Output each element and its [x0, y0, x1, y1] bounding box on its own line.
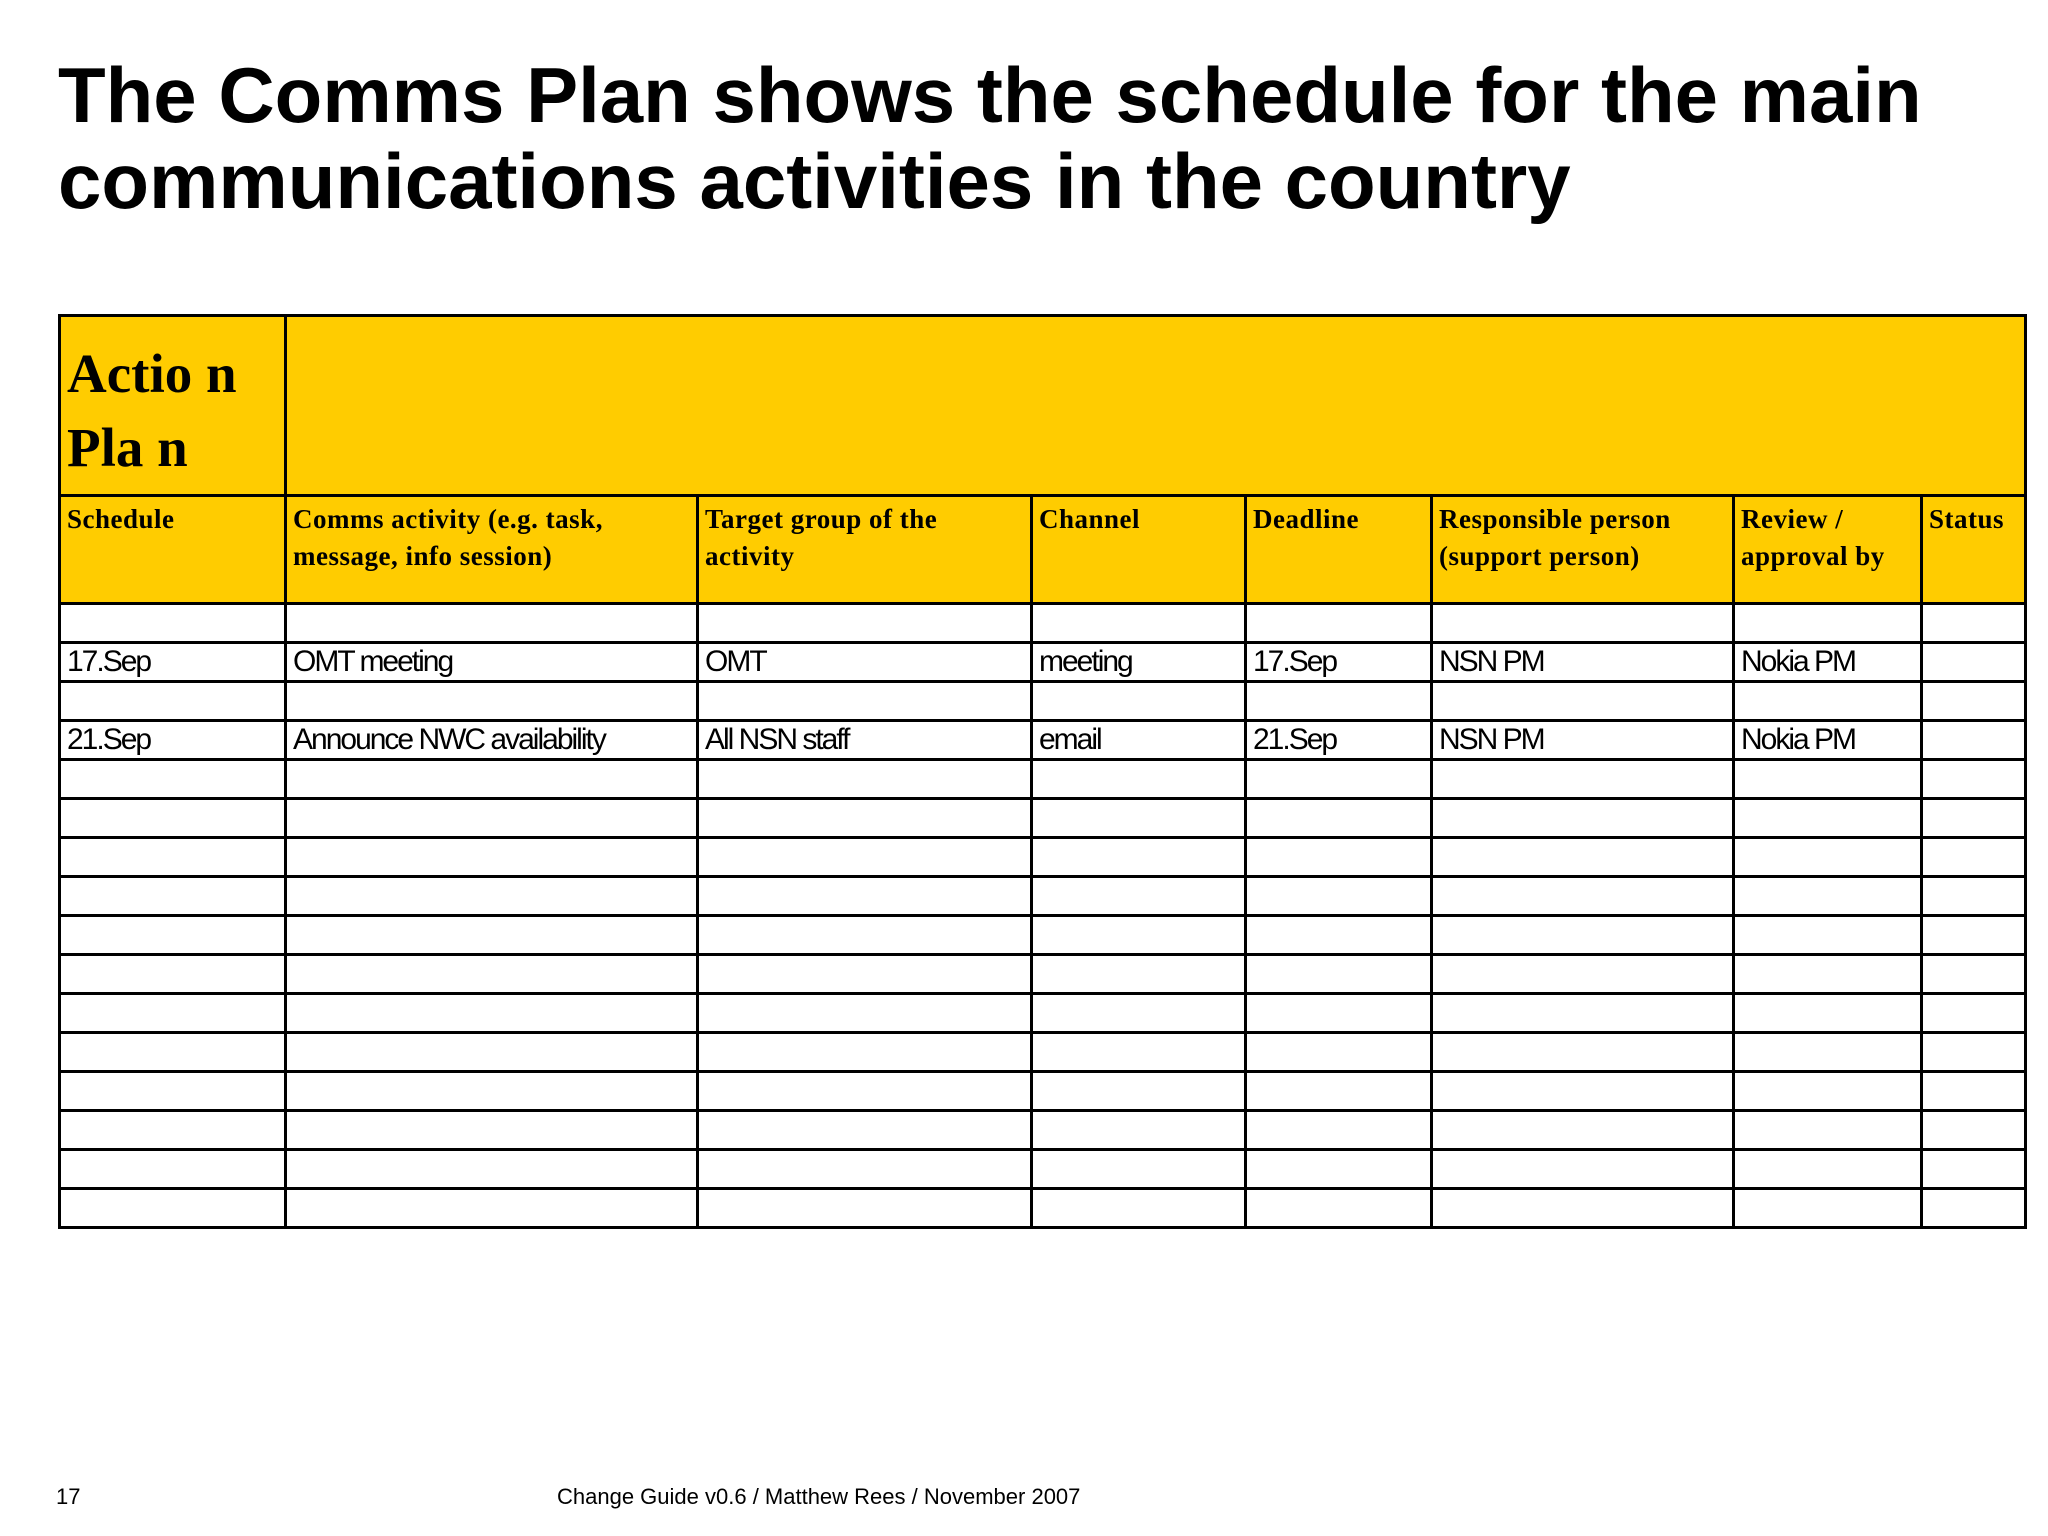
cell-review-approval	[1734, 1189, 1922, 1228]
cell-schedule	[60, 838, 286, 877]
footer-text: Change Guide v0.6 / Matthew Rees / November 2007	[557, 1484, 1081, 1509]
table-row	[60, 1033, 2026, 1072]
cell-schedule	[60, 682, 286, 721]
header-deadline: Deadline	[1246, 496, 1432, 604]
cell-responsible-person	[1432, 1072, 1734, 1111]
cell-target-group	[698, 1111, 1032, 1150]
cell-deadline	[1246, 955, 1432, 994]
cell-deadline	[1246, 604, 1432, 643]
cell-deadline	[1246, 877, 1432, 916]
slide-title: The Comms Plan shows the schedule for the main communications activities in the country	[58, 51, 1922, 225]
cell-responsible-person	[1432, 760, 1734, 799]
cell-review-approval	[1734, 760, 1922, 799]
cell-channel	[1032, 838, 1246, 877]
cell-channel	[1032, 955, 1246, 994]
cell-responsible-person	[1432, 1189, 1734, 1228]
cell-review-approval	[1734, 838, 1922, 877]
cell-review-approval: Nokia PM	[1734, 721, 1922, 760]
table-row	[60, 1072, 2026, 1111]
table-row	[60, 916, 2026, 955]
table-row	[60, 643, 2026, 682]
page-number: 17	[56, 1484, 81, 1509]
cell-target-group	[698, 955, 1032, 994]
cell-review-approval	[1734, 1033, 1922, 1072]
header-schedule: Schedule	[60, 496, 286, 604]
cell-schedule	[60, 760, 286, 799]
cell-channel: email	[1032, 721, 1246, 760]
table-row	[60, 1111, 2026, 1150]
cell-deadline	[1246, 838, 1432, 877]
cell-comms-activity	[286, 682, 698, 721]
cell-responsible-person: NSN PM	[1432, 721, 1734, 760]
cell-status	[1922, 682, 2026, 721]
cell-comms-activity	[286, 838, 698, 877]
cell-target-group	[698, 799, 1032, 838]
banner-fill	[286, 316, 2026, 496]
table-row	[60, 604, 2026, 643]
cell-channel	[1032, 799, 1246, 838]
cell-status	[1922, 955, 2026, 994]
table-row	[60, 721, 2026, 760]
cell-responsible-person	[1432, 799, 1734, 838]
table-row	[60, 994, 2026, 1033]
cell-responsible-person	[1432, 994, 1734, 1033]
table-row	[60, 1189, 2026, 1228]
cell-schedule	[60, 1150, 286, 1189]
cell-deadline	[1246, 1072, 1432, 1111]
cell-target-group	[698, 604, 1032, 643]
cell-deadline	[1246, 1033, 1432, 1072]
cell-status	[1922, 721, 2026, 760]
cell-review-approval	[1734, 1111, 1922, 1150]
cell-comms-activity	[286, 604, 698, 643]
cell-review-approval	[1734, 682, 1922, 721]
cell-channel	[1032, 604, 1246, 643]
header-comms-activity: Comms activity (e.g. task, message, info session)	[286, 496, 698, 604]
cell-status	[1922, 1150, 2026, 1189]
cell-comms-activity	[286, 1189, 698, 1228]
cell-responsible-person	[1432, 1150, 1734, 1189]
cell-schedule	[60, 1189, 286, 1228]
cell-schedule	[60, 1111, 286, 1150]
cell-comms-activity	[286, 1111, 698, 1150]
cell-status	[1922, 916, 2026, 955]
cell-channel	[1032, 1033, 1246, 1072]
cell-target-group	[698, 994, 1032, 1033]
cell-comms-activity	[286, 799, 698, 838]
cell-target-group	[698, 1189, 1032, 1228]
cell-review-approval	[1734, 916, 1922, 955]
cell-review-approval	[1734, 1150, 1922, 1189]
cell-comms-activity	[286, 877, 698, 916]
cell-comms-activity	[286, 994, 698, 1033]
table-row	[60, 838, 2026, 877]
cell-deadline: 17.Sep	[1246, 643, 1432, 682]
cell-channel: meeting	[1032, 643, 1246, 682]
cell-schedule: 21.Sep	[60, 721, 286, 760]
cell-responsible-person	[1432, 1111, 1734, 1150]
action-plan-label: Actio n Pla n	[60, 316, 286, 496]
cell-comms-activity: Announce NWC availability	[286, 721, 698, 760]
cell-comms-activity	[286, 916, 698, 955]
action-plan-table	[58, 314, 2027, 1229]
cell-status	[1922, 799, 2026, 838]
cell-responsible-person	[1432, 604, 1734, 643]
cell-target-group	[698, 760, 1032, 799]
cell-review-approval: Nokia PM	[1734, 643, 1922, 682]
cell-comms-activity: OMT meeting	[286, 643, 698, 682]
cell-comms-activity	[286, 1150, 698, 1189]
cell-deadline	[1246, 760, 1432, 799]
cell-schedule	[60, 994, 286, 1033]
cell-responsible-person	[1432, 682, 1734, 721]
cell-target-group	[698, 1150, 1032, 1189]
cell-status	[1922, 838, 2026, 877]
cell-schedule	[60, 1072, 286, 1111]
cell-responsible-person	[1432, 955, 1734, 994]
header-channel: Channel	[1032, 496, 1246, 604]
cell-deadline	[1246, 1189, 1432, 1228]
cell-channel	[1032, 994, 1246, 1033]
cell-channel	[1032, 1189, 1246, 1228]
column-header-row	[60, 496, 2026, 604]
table-row	[60, 955, 2026, 994]
cell-target-group	[698, 1072, 1032, 1111]
cell-deadline: 21.Sep	[1246, 721, 1432, 760]
banner-row	[60, 316, 2026, 496]
table-row	[60, 682, 2026, 721]
cell-status	[1922, 643, 2026, 682]
cell-target-group	[698, 916, 1032, 955]
cell-schedule	[60, 1033, 286, 1072]
cell-status	[1922, 1111, 2026, 1150]
cell-deadline	[1246, 1150, 1432, 1189]
cell-review-approval	[1734, 799, 1922, 838]
cell-schedule	[60, 604, 286, 643]
cell-schedule	[60, 955, 286, 994]
cell-comms-activity	[286, 955, 698, 994]
table-row	[60, 1150, 2026, 1189]
header-status: Status	[1922, 496, 2026, 604]
cell-target-group	[698, 838, 1032, 877]
cell-responsible-person	[1432, 838, 1734, 877]
cell-review-approval	[1734, 994, 1922, 1033]
cell-target-group: All NSN staff	[698, 721, 1032, 760]
cell-responsible-person: NSN PM	[1432, 643, 1734, 682]
cell-deadline	[1246, 916, 1432, 955]
cell-target-group: OMT	[698, 643, 1032, 682]
cell-channel	[1032, 1150, 1246, 1189]
cell-channel	[1032, 682, 1246, 721]
cell-status	[1922, 1033, 2026, 1072]
cell-target-group	[698, 877, 1032, 916]
cell-schedule: 17.Sep	[60, 643, 286, 682]
cell-status	[1922, 877, 2026, 916]
cell-status	[1922, 994, 2026, 1033]
header-review-approval: Review / approval by	[1734, 496, 1922, 604]
table-row	[60, 877, 2026, 916]
header-responsible-person: Responsible person (support person)	[1432, 496, 1734, 604]
cell-review-approval	[1734, 955, 1922, 994]
cell-status	[1922, 604, 2026, 643]
cell-channel	[1032, 760, 1246, 799]
cell-responsible-person	[1432, 877, 1734, 916]
cell-channel	[1032, 916, 1246, 955]
cell-comms-activity	[286, 1033, 698, 1072]
cell-review-approval	[1734, 1072, 1922, 1111]
cell-deadline	[1246, 799, 1432, 838]
cell-comms-activity	[286, 760, 698, 799]
table-row	[60, 760, 2026, 799]
cell-schedule	[60, 916, 286, 955]
cell-channel	[1032, 1072, 1246, 1111]
cell-responsible-person	[1432, 916, 1734, 955]
cell-status	[1922, 1189, 2026, 1228]
cell-status	[1922, 1072, 2026, 1111]
cell-deadline	[1246, 682, 1432, 721]
cell-responsible-person	[1432, 1033, 1734, 1072]
cell-comms-activity	[286, 1072, 698, 1111]
cell-deadline	[1246, 1111, 1432, 1150]
cell-target-group	[698, 1033, 1032, 1072]
cell-status	[1922, 760, 2026, 799]
cell-review-approval	[1734, 604, 1922, 643]
header-target-group: Target group of the activity	[698, 496, 1032, 604]
cell-channel	[1032, 877, 1246, 916]
cell-review-approval	[1734, 877, 1922, 916]
cell-target-group	[698, 682, 1032, 721]
table-row	[60, 799, 2026, 838]
cell-schedule	[60, 877, 286, 916]
cell-deadline	[1246, 994, 1432, 1033]
cell-schedule	[60, 799, 286, 838]
cell-channel	[1032, 1111, 1246, 1150]
